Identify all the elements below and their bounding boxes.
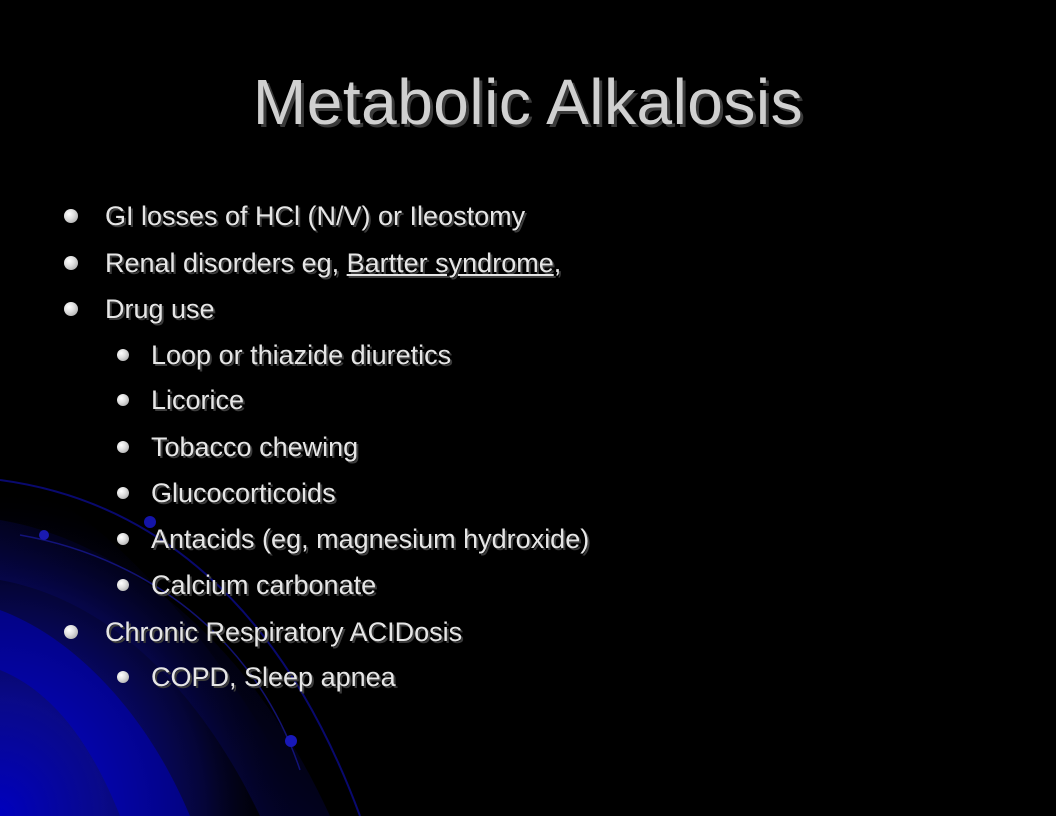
sub-bullet-antacids (117, 519, 589, 559)
bullet-respiratory-acidosis (64, 612, 462, 652)
bullet-text: Calcium carbonate (151, 570, 377, 600)
sub-bullet-calcium-carbonate (117, 565, 376, 605)
round-bullet-icon (117, 533, 129, 545)
bullet-text-prefix: Renal disorders eg, (105, 248, 347, 278)
bullet-renal-disorders (64, 243, 561, 283)
round-bullet-icon (64, 256, 78, 270)
sub-bullet-tobacco (117, 427, 358, 467)
round-bullet-icon (117, 579, 129, 591)
round-bullet-icon (64, 625, 78, 639)
bullet-text: Glucocorticoids (151, 478, 336, 508)
sub-bullet-diuretics (117, 335, 451, 375)
bullet-text: Tobacco chewing (151, 432, 359, 462)
sub-bullet-licorice (117, 380, 244, 420)
round-bullet-icon (117, 671, 129, 683)
round-bullet-icon (117, 394, 129, 406)
round-bullet-icon (117, 487, 129, 499)
bullet-text: Drug use (105, 294, 215, 324)
bullet-text: GI losses of HCl (N/V) or Ileostomy (105, 201, 526, 231)
bullet-drug-use (64, 289, 215, 329)
round-bullet-icon (64, 302, 78, 316)
bartter-syndrome-link[interactable]: Bartter syndrome (346, 248, 554, 278)
bullet-text: Loop or thiazide diuretics (151, 340, 452, 370)
round-bullet-icon (117, 441, 129, 453)
bullet-text-suffix: , (553, 248, 562, 278)
bullet-text: COPD, Sleep apnea (151, 662, 396, 692)
bullet-text: Licorice (151, 385, 245, 415)
bullet-text (105, 243, 561, 283)
bullet-text: Chronic Respiratory ACIDosis (105, 617, 463, 647)
bullet-gi-losses (64, 196, 525, 236)
bullet-text: Antacids (eg, magnesium hydroxide) (151, 524, 590, 554)
round-bullet-icon (64, 209, 78, 223)
round-bullet-icon (117, 349, 129, 361)
sub-bullet-glucocorticoids (117, 473, 336, 513)
sub-bullet-copd (117, 657, 396, 697)
slide-title: Metabolic Alkalosis (252, 66, 804, 138)
